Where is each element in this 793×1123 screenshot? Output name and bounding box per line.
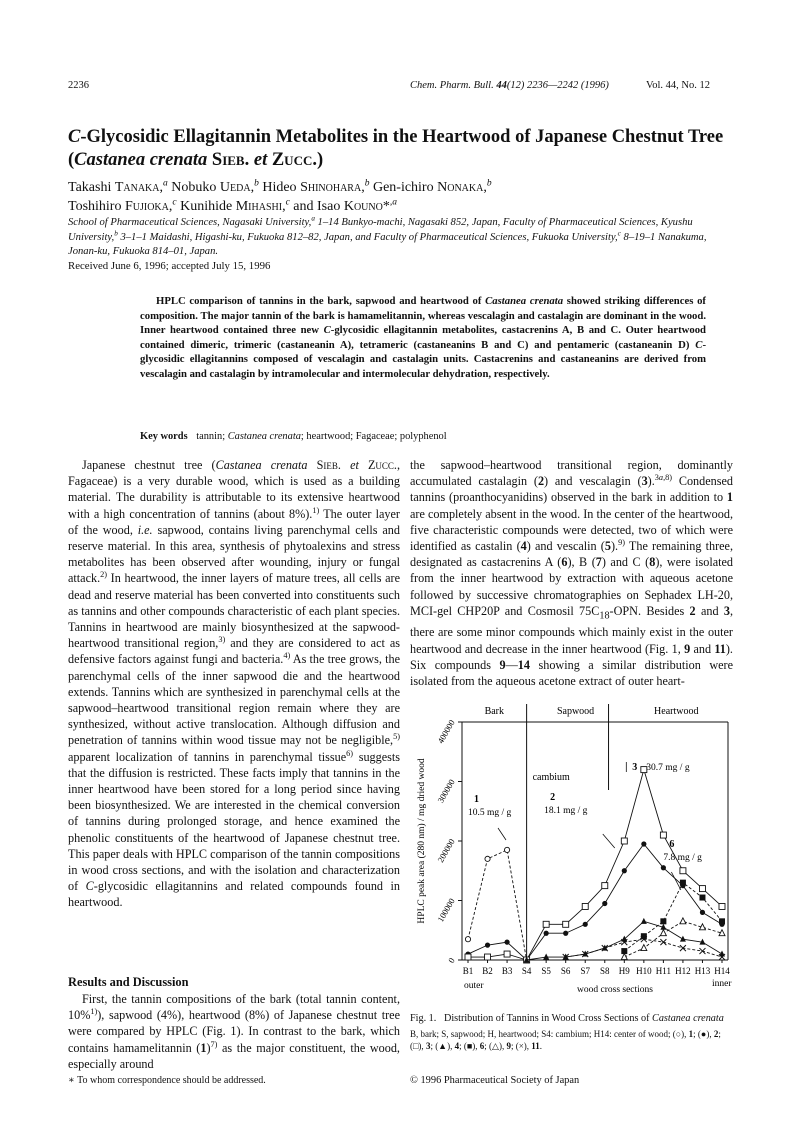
data-point-filled-circle <box>700 910 705 915</box>
data-point-filled-square <box>719 918 725 924</box>
figure-caption-key: B, bark; S, sapwood; H, heartwood; S4: cambium; H14: center of wood; (○), 1; (●), 2; (□), 3; (▲), 4; (■), 6; (△), 9; (×), 11. <box>410 1029 721 1051</box>
compound-label-1: 1 <box>474 794 479 805</box>
data-point-filled-triangle <box>641 918 647 924</box>
figure-caption <box>410 1012 733 1052</box>
data-point-filled-circle <box>504 940 509 945</box>
data-point-filled-circle <box>583 922 588 927</box>
x-tick-label: S5 <box>541 966 551 976</box>
abstract: HPLC comparison of tannins in the bark, sapwood and heartwood of Castanea crenata showed striking differences of composition. The major tannin of the bark is hamamelitannin, whereas vescalagin and castalagin are dominant in the wood. Inner heartwood contained three new C-glycosidic ellagitannin metabolites, castacrenins A, B and C. Outer heartwood contained dimeric, trimeric (castaneanin A), tetrameric (castaneanins B and C) and pentameric (castaneanin D) C-glycosidic ellagitannins composed of vescalagin and castalagin units. Castacrenins and castaneanins are derived from vescalagin and castalagin by intramolecular and intermolecular dehydration, respectively. <box>140 295 706 380</box>
x-tick-label: H10 <box>636 966 652 976</box>
x-tick-label: B1 <box>462 966 474 976</box>
compound-amount-2: 18.1 mg / g <box>544 806 588 816</box>
data-point-open-square <box>504 951 510 957</box>
page-number: 2236 <box>68 80 89 91</box>
intro-paragraph: Japanese chestnut tree (Castanea crenata Sieb. et Zucc., Fagaceae) is a very durable wood, which is used as a building material. The durability is attributable to its extensive heartwood with a high concentration of tannins (about 8%).$^{1)}$ The outer layer of the wood, i.e. sapwood, contains living parenchymal cells and reserve material. In this area, synthesis of phytoalexins and stress metabolites has been observed after wounding, injury or fungal attack.$^{2)}$ In heartwood, the inner layers of mature trees, all cells are dead and reserve material has been converted into constituents such as tannins and other compounds characteristic of each plant species. Tannins in heartwood are mainly biosynthesized at the sapwood-heartwood transitional region,$^{3)}$ and they are considered to act as defensive factors against fungi and bacteria.$^{4)}$ As the tree grows, the parenchymal cells of the inner sapwood die and the heartwood extends. Tannins which are synthesized in parenchymal cells at the sapwood–heartwood transitional region remain where they are synthesized, without active translocation. Although diffusion and penetration of tannins within wood tissue may not be negligible,$^{5)}$ apparent localization of tannins in parenchymal tissue$^{6)}$ suggests that the diffusion is restricted. These facts imply that tannins in the inner heartwood have been stored for a long period since having been biosynthesized. We are interested in the chemical conversion of tannins during prolonged storage, and hence examined the phenolic constituents of the heartwood of Japanese chestnut tree. This paper deals with HPLC comparison of the tannin compositions in wood cross sections, and with the isolation and characterization of C-glycosidic ellagitannins and related compounds found in heartwood. <box>68 458 401 910</box>
compound-label-2: 2 <box>550 792 556 803</box>
continued-paragraph: the sapwood–heartwood transitional region, dominantly accumulated castalagin (2) and vescalagin (3).$^{3a,8)}$ Condensed tannins (proanthocyanidins) observed in the bark in addition to 1 are completely absent in the wood. In the center of the heartwood, five characteristic compounds were detected, two of which were identified as castalin (4) and vescalin (5).$^{9)}$ The remaining three, designated as castacrenins A (6), B (7) and C (8), were isolated from the inner heartwood by extraction with aqueous acetone followed by successive chromatographies on Sephadex LH-20, MCI-gel CHP20P and Cosmosil $75C_{18}$-OPN. Besides 2 and 3, there are some minor compounds which mainly exist in the outer heartwood and decrease in the inner heartwood (Fig. 1, 9 and 11). Six compounds 9—14 showing a similar distribution were isolated from the aqueous acetone extract of outer heart- <box>410 458 734 689</box>
x-tick-label: S8 <box>600 966 610 976</box>
data-point-filled-square <box>660 918 666 924</box>
tannin-distribution-chart <box>410 692 735 1012</box>
data-point-filled-circle <box>641 841 646 846</box>
pointer-line-2 <box>603 834 615 848</box>
y-tick-label: 300000 <box>435 777 457 805</box>
x-tick-label: S4 <box>521 966 532 976</box>
keywords-line <box>140 431 447 442</box>
series-line-open-triangle <box>624 921 722 957</box>
right-column-text <box>410 457 733 689</box>
article-title: C-Glycosidic Ellagitannin Metabolites in the Heartwood of Japanese Chestnut Tree (Castanea crenata Sieb. et Zucc.) <box>68 127 724 170</box>
results-paragraph: First, the tannin compositions of the bark (total tannin content, 10%$^{1)}$), sapwood (4%), heartwood (8%) of Japanese chestnut tree were compared by HPLC (Fig. 1). In contrast to the bark, which contains hamamelitannin $(1)^{7)}$ as the major constituent, the wood, especially around <box>68 992 400 1071</box>
data-point-filled-square <box>641 933 647 939</box>
data-point-open-square <box>621 838 627 844</box>
x-tick-label: B3 <box>501 966 513 976</box>
data-point-open-square <box>485 954 491 960</box>
figure-1 <box>410 692 735 1012</box>
y-tick-label: 0 <box>445 956 457 965</box>
data-point-filled-square <box>699 895 705 901</box>
data-point-open-triangle <box>660 930 666 936</box>
keywords-text: tannin; Castanea crenata; heartwood; Fagaceae; polyphenol <box>196 431 447 442</box>
pointer-line-1 <box>498 828 506 840</box>
compound-label-6: 6 <box>669 839 675 850</box>
data-point-open-circle <box>504 847 509 852</box>
data-point-filled-triangle <box>719 951 725 957</box>
x-tick-label: S7 <box>580 966 590 976</box>
section-heading: Results and Discussion <box>68 975 189 989</box>
compound-label-3: 3 <box>632 762 638 773</box>
figure-caption-title: Fig. 1. Distribution of Tannins in Wood Cross Sections of Castanea crenata <box>410 1013 724 1024</box>
data-point-filled-triangle <box>680 936 686 942</box>
cambium-label: cambium <box>532 772 570 783</box>
data-point-filled-circle <box>661 865 666 870</box>
data-point-filled-circle <box>602 901 607 906</box>
x-axis-title: wood cross sections <box>577 985 653 995</box>
received-dates: Received June 6, 1996; accepted July 15, 1996 <box>68 260 271 272</box>
x-tick-label: H11 <box>655 966 671 976</box>
data-point-filled-triangle <box>543 954 549 960</box>
keywords-label: Key words <box>140 431 188 442</box>
x-tick-label: S6 <box>560 966 571 976</box>
data-point-filled-circle <box>563 931 568 936</box>
data-point-open-square <box>465 954 471 960</box>
data-point-open-circle <box>465 937 470 942</box>
y-tick-label: 100000 <box>435 896 457 924</box>
data-point-open-square <box>680 868 686 874</box>
copyright-line: © 1996 Pharmaceutical Society of Japan <box>410 1075 580 1086</box>
data-point-open-triangle <box>680 918 686 924</box>
data-point-open-square <box>543 921 549 927</box>
data-point-filled-circle <box>622 868 627 873</box>
data-point-filled-square <box>680 880 686 886</box>
series-line-open-square <box>468 770 722 960</box>
y-axis-title: HPLC peak area (280 nm) / mg dried wood <box>417 758 427 924</box>
correspondence-footnote: ∗ To whom correspondence should be addressed. <box>68 1075 266 1086</box>
journal-citation: Chem. Pharm. Bull. 44(12) 2236—2242 (1996) <box>410 80 609 91</box>
data-point-open-square <box>582 903 588 909</box>
data-point-filled-triangle <box>621 936 627 942</box>
data-point-open-square <box>660 832 666 838</box>
y-tick-label: 400000 <box>435 718 457 746</box>
data-point-open-square <box>699 886 705 892</box>
outer-label: outer <box>464 981 484 991</box>
x-tick-label: H9 <box>618 966 630 976</box>
region-label-heartwood: Heartwood <box>654 706 699 717</box>
data-point-open-triangle <box>641 945 647 951</box>
left-column-results <box>68 991 400 1072</box>
data-point-open-square <box>563 921 569 927</box>
left-column-intro <box>68 457 400 911</box>
data-point-open-square <box>602 883 608 889</box>
data-point-filled-circle <box>485 943 490 948</box>
data-point-open-square <box>719 903 725 909</box>
author-list: Takashi Tanaka,$^a$ Nobuko Ueda,$^b$ Hideo Shinohara,$^b$ Gen-ichiro Nonaka,$^b$ Toshihiro Fujioka,$^c$ Kunihide Mihashi,$^c$ and Isao Kouno*$^{,a}$ <box>68 178 492 214</box>
y-tick-label: 200000 <box>435 837 457 865</box>
data-point-filled-circle <box>544 931 549 936</box>
volume-issue: Vol. 44, No. 12 <box>646 80 710 91</box>
x-tick-label: B2 <box>482 966 493 976</box>
x-tick-label: H13 <box>694 966 711 976</box>
region-label-bark: Bark <box>484 706 505 717</box>
x-tick-label: H14 <box>714 966 730 976</box>
pointer-line-6 <box>671 872 681 890</box>
compound-amount-1: 10.5 mg / g <box>468 808 512 818</box>
compound-amount-3: 30.7 mg / g <box>646 763 690 773</box>
data-point-open-circle <box>485 856 490 861</box>
x-tick-label: H12 <box>675 966 691 976</box>
affiliations: School of Pharmaceutical Sciences, Nagasaki University,$^a$ 1–14 Bunkyo-machi, Nagasaki 852, Japan, Faculty of Pharmaceutical Sciences, Kyushu University,$^b$ 3–1–1 Maidashi, Higashi-ku, Fukuoka 812–82, Japan, and Faculty of Pharmaceutical Sciences, Fukuoka University,$^c$ 8–19–1 Nanakuma, Jonan-ku, Fukuoka 814–01, Japan. <box>68 214 707 257</box>
region-label-sapwood: Sapwood <box>556 706 595 717</box>
compound-amount-6: 7.8 mg / g <box>663 853 702 863</box>
inner-label: inner <box>712 979 732 989</box>
